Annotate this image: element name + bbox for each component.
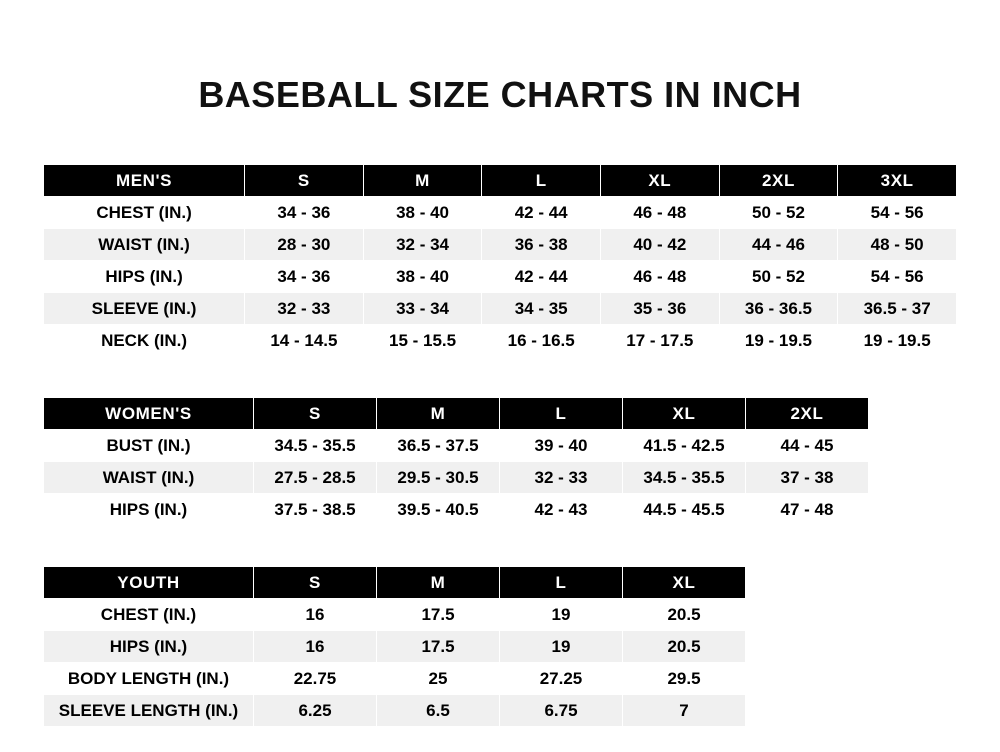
column-header: 2XL [746,398,869,430]
row-label: CHEST (IN.) [44,599,254,631]
column-header: S [254,398,377,430]
cell: 42 - 44 [482,261,601,293]
column-header: YOUTH [44,567,254,599]
column-header: XL [601,165,720,197]
cell: 29.5 - 30.5 [377,462,500,494]
column-header: S [245,165,364,197]
cell: 6.25 [254,695,377,727]
column-header: 2XL [719,165,838,197]
mens-table-wrap [43,164,957,357]
column-header: M [377,398,500,430]
cell: 34 - 36 [245,197,364,229]
row-label: SLEEVE (IN.) [44,293,245,325]
cell: 34 - 36 [245,261,364,293]
table-row [44,293,957,325]
cell: 46 - 48 [601,197,720,229]
cell: 41.5 - 42.5 [623,430,746,462]
cell: 48 - 50 [838,229,957,261]
page-title: BASEBALL SIZE CHARTS IN INCH [198,74,802,115]
cell: 25 [377,663,500,695]
row-label: WAIST (IN.) [44,462,254,494]
cell: 42 - 44 [482,197,601,229]
table-row [44,494,869,526]
column-header: MEN'S [44,165,245,197]
cell: 50 - 52 [719,261,838,293]
row-label: HIPS (IN.) [44,494,254,526]
cell: 40 - 42 [601,229,720,261]
youth-table-wrap [43,566,957,727]
cell: 54 - 56 [838,261,957,293]
column-header: L [500,567,623,599]
table-row [44,663,746,695]
cell: 44 - 46 [719,229,838,261]
mens-size-table [43,164,957,357]
cell: 19 [500,631,623,663]
cell: 36.5 - 37 [838,293,957,325]
charts-container [0,164,1000,727]
table-row [44,197,957,229]
cell: 32 - 33 [500,462,623,494]
cell: 36 - 38 [482,229,601,261]
cell: 20.5 [623,631,746,663]
cell: 33 - 34 [363,293,482,325]
cell: 46 - 48 [601,261,720,293]
table-header-row [44,398,869,430]
table-row [44,229,957,261]
cell: 44 - 45 [746,430,869,462]
cell: 38 - 40 [363,261,482,293]
cell: 6.5 [377,695,500,727]
cell: 39.5 - 40.5 [377,494,500,526]
cell: 39 - 40 [500,430,623,462]
cell: 15 - 15.5 [363,325,482,357]
table-row [44,695,746,727]
cell: 28 - 30 [245,229,364,261]
table-row [44,462,869,494]
cell: 19 - 19.5 [838,325,957,357]
cell: 16 [254,599,377,631]
cell: 7 [623,695,746,727]
column-header: M [377,567,500,599]
row-label: SLEEVE LENGTH (IN.) [44,695,254,727]
row-label: BUST (IN.) [44,430,254,462]
cell: 17 - 17.5 [601,325,720,357]
table-row [44,599,746,631]
cell: 17.5 [377,599,500,631]
cell: 35 - 36 [601,293,720,325]
row-label: HIPS (IN.) [44,631,254,663]
womens-table-wrap [43,397,957,526]
cell: 37 - 38 [746,462,869,494]
womens-size-table [43,397,869,526]
table-row [44,631,746,663]
cell: 34 - 35 [482,293,601,325]
cell: 19 - 19.5 [719,325,838,357]
cell: 27.5 - 28.5 [254,462,377,494]
cell: 54 - 56 [838,197,957,229]
row-label: NECK (IN.) [44,325,245,357]
cell: 47 - 48 [746,494,869,526]
cell: 44.5 - 45.5 [623,494,746,526]
cell: 32 - 34 [363,229,482,261]
table-header-row [44,567,746,599]
cell: 16 - 16.5 [482,325,601,357]
cell: 37.5 - 38.5 [254,494,377,526]
column-header: 3XL [838,165,957,197]
cell: 27.25 [500,663,623,695]
column-header: S [254,567,377,599]
row-label: HIPS (IN.) [44,261,245,293]
table-row [44,430,869,462]
cell: 42 - 43 [500,494,623,526]
cell: 36.5 - 37.5 [377,430,500,462]
cell: 22.75 [254,663,377,695]
column-header: L [482,165,601,197]
column-header: M [363,165,482,197]
cell: 36 - 36.5 [719,293,838,325]
cell: 17.5 [377,631,500,663]
cell: 14 - 14.5 [245,325,364,357]
cell: 19 [500,599,623,631]
cell: 34.5 - 35.5 [254,430,377,462]
cell: 20.5 [623,599,746,631]
table-header-row [44,165,957,197]
cell: 34.5 - 35.5 [623,462,746,494]
cell: 50 - 52 [719,197,838,229]
row-label: WAIST (IN.) [44,229,245,261]
column-header: XL [623,398,746,430]
row-label: BODY LENGTH (IN.) [44,663,254,695]
cell: 16 [254,631,377,663]
column-header: WOMEN'S [44,398,254,430]
column-header: XL [623,567,746,599]
cell: 32 - 33 [245,293,364,325]
youth-size-table [43,566,746,727]
row-label: CHEST (IN.) [44,197,245,229]
cell: 29.5 [623,663,746,695]
cell: 6.75 [500,695,623,727]
table-row [44,261,957,293]
cell: 38 - 40 [363,197,482,229]
table-row [44,325,957,357]
column-header: L [500,398,623,430]
